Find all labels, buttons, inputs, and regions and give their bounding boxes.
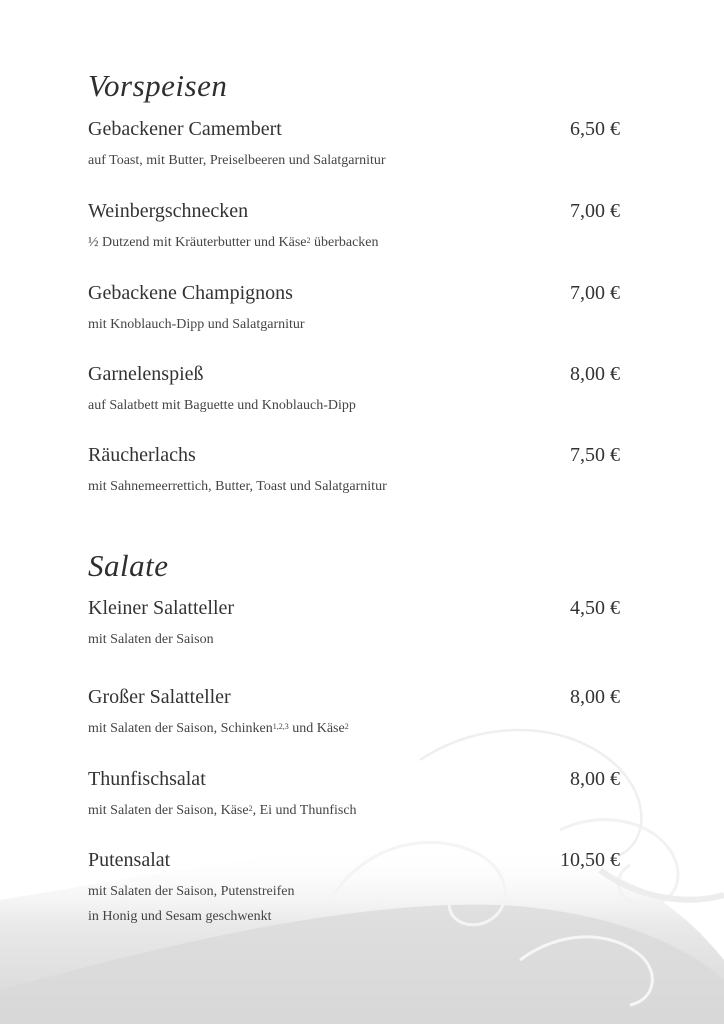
item-name: Gebackene Champignons bbox=[88, 282, 293, 304]
item-description: auf Toast, mit Butter, Preiselbeeren und Salatgarnitur bbox=[88, 153, 386, 168]
menu-item bbox=[88, 685, 620, 741]
menu-item bbox=[88, 596, 620, 652]
menu-item bbox=[88, 443, 620, 499]
item-description: mit Sahnemeerrettich, Butter, Toast und Salatgarnitur bbox=[88, 479, 387, 494]
item-description: mit Salaten der Saison, Schinken$^{1,2,3}$ und Käse$^2$ bbox=[88, 721, 349, 736]
item-price: 10,50 € bbox=[560, 849, 620, 871]
item-price: 8,00 € bbox=[570, 686, 620, 708]
item-description: auf Salatbett mit Baguette und Knoblauch-Dipp bbox=[88, 398, 356, 413]
item-price: 4,50 € bbox=[570, 597, 620, 619]
menu-item bbox=[88, 848, 620, 929]
item-name: Garnelenspieß bbox=[88, 363, 204, 385]
item-name: Putensalat bbox=[88, 849, 171, 871]
menu-item bbox=[88, 362, 620, 418]
item-name: Kleiner Salatteller bbox=[88, 597, 235, 619]
item-description: mit Salaten der Saison, Käse$^2$, Ei und Thunfisch bbox=[88, 803, 357, 818]
item-description: mit Knoblauch-Dipp und Salatgarnitur bbox=[88, 317, 305, 332]
menu-item bbox=[88, 281, 620, 337]
item-name: Thunfischsalat bbox=[88, 768, 206, 790]
item-name: Gebackener Camembert bbox=[88, 118, 282, 140]
menu-item bbox=[88, 117, 620, 173]
menu-item bbox=[88, 199, 620, 255]
item-price: 7,00 € bbox=[570, 200, 620, 222]
menu-item bbox=[88, 767, 620, 823]
item-name: Großer Salatteller bbox=[88, 686, 231, 708]
item-price: 8,00 € bbox=[570, 363, 620, 385]
item-name: Räucherlachs bbox=[88, 444, 196, 466]
section-title-salate: Salate bbox=[88, 548, 169, 583]
item-price: 6,50 € bbox=[570, 118, 620, 140]
item-description: mit Salaten der Saison, Putenstreifen in Honig und Sesam geschwenkt bbox=[88, 884, 295, 924]
item-name: Weinbergschnecken bbox=[88, 200, 249, 222]
item-price: 8,00 € bbox=[570, 768, 620, 790]
section-title-vorspeisen: Vorspeisen bbox=[88, 68, 228, 103]
item-description: mit Salaten der Saison bbox=[88, 632, 214, 647]
item-description: ½ Dutzend mit Kräuterbutter und Käse$^2$ überbacken bbox=[88, 235, 379, 250]
item-price: 7,50 € bbox=[570, 444, 620, 466]
item-price: 7,00 € bbox=[570, 282, 620, 304]
